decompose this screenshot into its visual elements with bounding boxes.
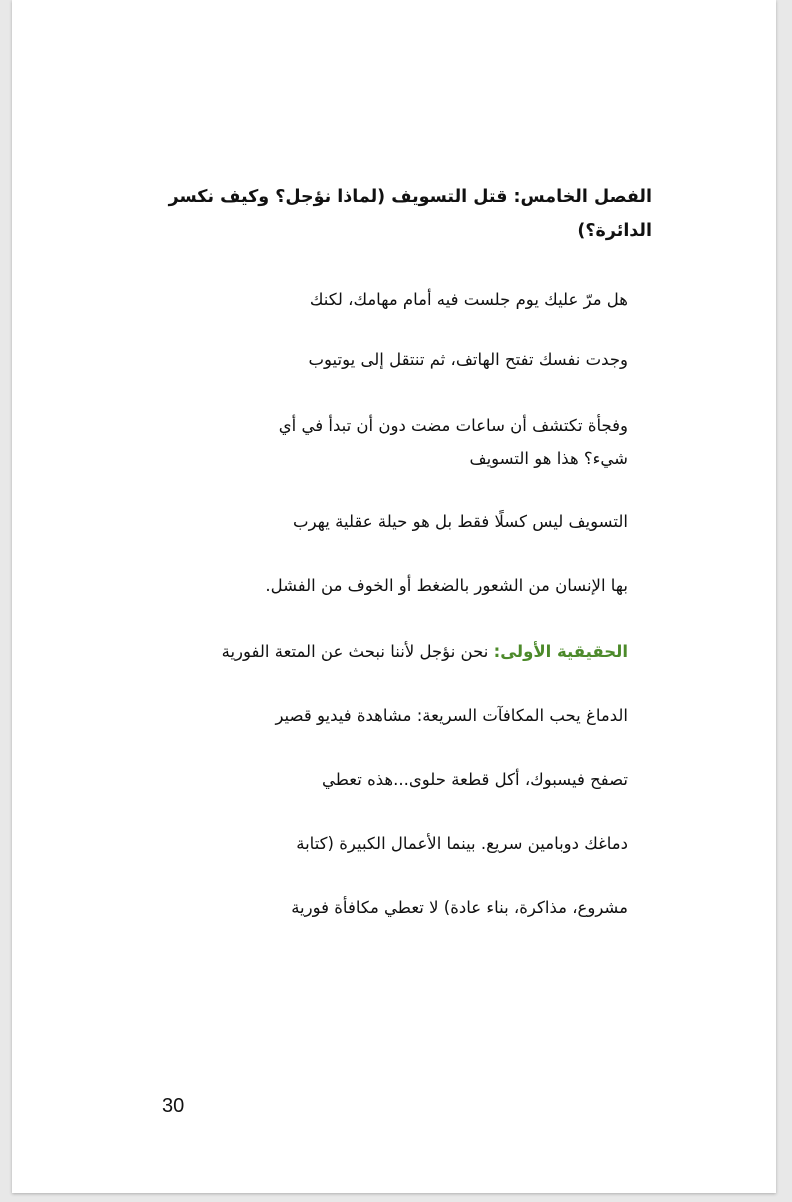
paragraph-line: تصفح فيسبوك، أكل قطعة حلوى...هذه تعطي — [322, 770, 628, 789]
paragraph-line: بها الإنسان من الشعور بالضغط أو الخوف من الفشل. — [265, 576, 628, 595]
truth-label: الحقيقية الأولى: — [493, 642, 628, 661]
paragraph-line: مشروع، مذاكرة، بناء عادة) لا تعطي مكافأة فورية — [291, 898, 628, 917]
chapter-heading: الفصل الخامس: قتل التسويف (لماذا نؤجل؟ وكيف نكسر الدائرة؟) — [168, 187, 652, 241]
paragraph-line: وجدت نفسك تفتح الهاتف، ثم تنتقل إلى يوتيوب — [308, 350, 628, 369]
page-number: 30 — [162, 1095, 185, 1117]
paragraph-line: التسويف ليس كسلًا فقط بل هو حيلة عقلية يهرب — [293, 512, 628, 531]
document-page — [12, 0, 776, 1193]
truth-text: نحن نؤجل لأننا نبحث عن المتعة الفورية — [221, 642, 494, 661]
paragraph-line: هل مرّ عليك يوم جلست فيه أمام مهامك، لكنك — [309, 290, 628, 309]
truth-paragraph — [222, 636, 628, 668]
paragraph-line: وفجأة تكتشف أن ساعات مضت دون أن تبدأ في أي شيء؟ هذا هو التسويف — [278, 416, 628, 468]
paragraph-line: الدماغ يحب المكافآت السريعة: مشاهدة فيديو قصير — [275, 706, 628, 725]
paragraph-line: دماغك دوبامين سريع. بينما الأعمال الكبيرة (كتابة — [296, 834, 628, 853]
